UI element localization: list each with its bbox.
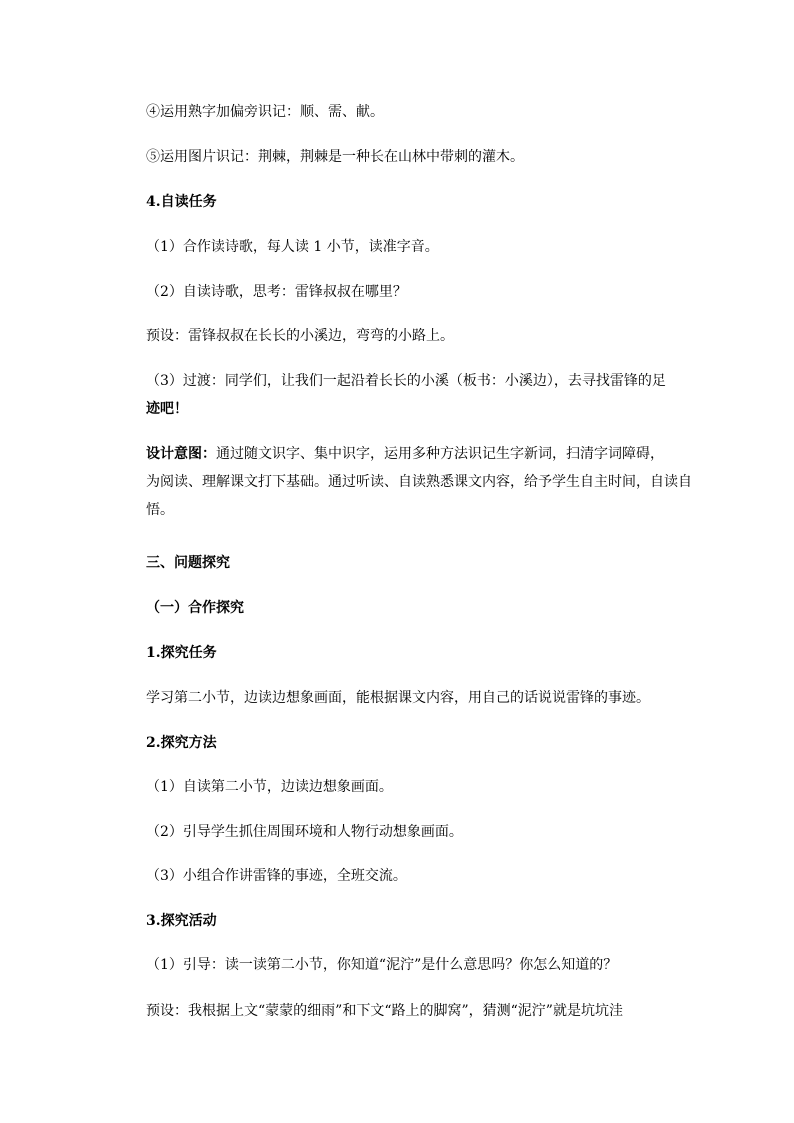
heading-tanjiu-huodong: 3.探究活动 (146, 913, 217, 929)
line-shuzi: ④运用熟字加偏旁识记：顺、需、献。 (146, 104, 384, 120)
design-intent-line-1 (146, 442, 664, 466)
heading-tanjiu-renwu: 1.探究任务 (146, 645, 217, 661)
line-tupian: ⑤运用图片识记：荆棘，荆棘是一种长在山林中带刺的灌木。 (146, 149, 524, 165)
zidu-item-2: （2）自读诗歌，思考：雷锋叔叔在哪里？ (146, 284, 407, 300)
design-intent-text-a: 通过随文识字、集中识字，运用多种方法识记生字新词，扫清字词障碍， (216, 446, 664, 462)
method-item-1: （1）自读第二小节，边读边想象画面。 (146, 779, 393, 795)
design-intent-label: 设计意图： (146, 446, 216, 462)
yushe-1: 预设：雷锋叔叔在长长的小溪边，弯弯的小路上。 (146, 328, 454, 344)
activity-item-1: （1）引导：读一读第二小节，你知道“泥泞”是什么意思吗？你怎么知道的？ (146, 957, 618, 973)
task-text: 学习第二小节，边读边想象画面，能根据课文内容，用自己的话说说雷锋的事迹。 (146, 690, 650, 706)
heading-tanjiu-fangfa: 2.探究方法 (146, 735, 217, 751)
zidu-item-3a: （3）过渡：同学们，让我们一起沿着长长的小溪（板书：小溪边），去寻找雷锋的足 (146, 373, 666, 389)
method-item-2: （2）引导学生抓住周围环境和人物行动想象画面。 (146, 824, 463, 840)
design-intent-line-3: 悟。 (146, 502, 174, 518)
method-item-3: （3）小组合作讲雷锋的事迹，全班交流。 (146, 868, 407, 884)
yushe-2: 预设：我根据上文“蒙蒙的细雨”和下文“路上的脚窝”，猜测“泥泞”就是坑坑洼 (146, 1003, 623, 1019)
zidu-item-1: （1）合作读诗歌，每人读 1 小节，读准字音。 (146, 239, 439, 255)
zidu-item-3b: 迹吧！ (146, 401, 188, 417)
subsection-1-title: （一）合作探究 (146, 600, 244, 616)
section-3-title: 三、问题探究 (146, 555, 230, 571)
design-intent-line-2: 为阅读、理解课文打下基础。通过听读、自读熟悉课文内容，给予学生自主时间，自读自 (146, 474, 692, 490)
heading-zidu: 4.自读任务 (146, 194, 217, 210)
